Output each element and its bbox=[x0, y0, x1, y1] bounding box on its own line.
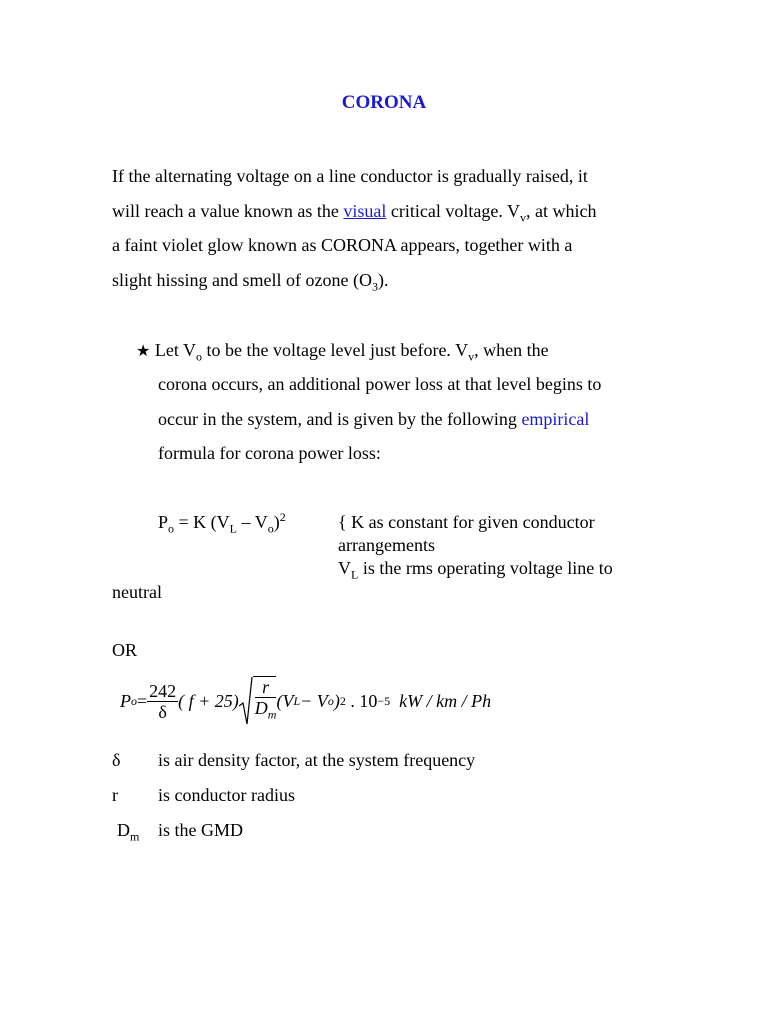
text: D bbox=[117, 820, 130, 840]
text: = K (V bbox=[174, 512, 230, 532]
bullet-line-1 bbox=[136, 338, 549, 364]
radical-sign-icon bbox=[239, 676, 253, 726]
def-symbol: δ bbox=[112, 750, 121, 770]
denominator: δ bbox=[158, 701, 167, 722]
visual-link[interactable]: visual bbox=[343, 201, 387, 221]
bullet-line-4: formula for corona power loss: bbox=[158, 443, 381, 463]
radicand bbox=[253, 676, 277, 726]
para-line-1: If the alternating voltage on a line conductor is gradually raised, it bbox=[112, 166, 588, 186]
definition-row bbox=[117, 818, 243, 842]
formula-note-4: neutral bbox=[112, 582, 162, 602]
definition-row bbox=[112, 748, 475, 772]
text: is the rms operating voltage line to bbox=[358, 558, 613, 578]
subscript: o bbox=[168, 521, 175, 536]
def-symbol: r bbox=[112, 785, 118, 805]
superscript: 2 bbox=[279, 510, 286, 524]
or-label: OR bbox=[112, 640, 138, 660]
page-title: CORONA bbox=[341, 92, 427, 113]
subscript: L bbox=[351, 567, 359, 582]
subscript: m bbox=[267, 707, 277, 722]
star-icon: ★ bbox=[136, 343, 151, 360]
def-text: is air density factor, at the system frequency bbox=[158, 750, 476, 770]
text: , at which bbox=[526, 201, 597, 221]
text: critical voltage. V bbox=[386, 201, 521, 221]
fraction bbox=[147, 681, 178, 722]
empirical-term: empirical bbox=[521, 409, 590, 429]
text: ) bbox=[333, 690, 340, 711]
subscript: m bbox=[130, 829, 140, 844]
formula-note-2: arrangements bbox=[338, 535, 435, 555]
formula-note-3 bbox=[338, 557, 613, 582]
text: , when the bbox=[474, 340, 549, 360]
text: to be the voltage level just before. V bbox=[202, 340, 469, 360]
text: ). bbox=[377, 270, 389, 290]
symbol-p: P bbox=[120, 690, 131, 711]
denominator bbox=[254, 698, 277, 722]
def-symbol bbox=[117, 818, 158, 842]
formula-note-1: { K as constant for given conductor bbox=[338, 512, 595, 532]
peek-formula: P o = $\frac{242}{\delta}$ ( f + 25) $\frac{r}{D_m}$ (V L − V o ) 2 . 10 −5 kW / km / Ph bbox=[120, 676, 491, 726]
subscript: o bbox=[267, 521, 274, 536]
frequency-term: ( f + 25) bbox=[178, 690, 239, 711]
def-text: is the GMD bbox=[158, 820, 243, 840]
text: D bbox=[254, 698, 268, 718]
subscript: v bbox=[520, 210, 527, 225]
subscript: v bbox=[468, 349, 475, 364]
power-loss-formula bbox=[158, 510, 286, 534]
equals: = bbox=[137, 690, 148, 711]
unit: kW / km / Ph bbox=[390, 690, 492, 711]
text: – V bbox=[237, 512, 268, 532]
text: will reach a value known as the bbox=[112, 201, 344, 221]
bullet-line-2: corona occurs, an additional power loss at that level begins to bbox=[158, 374, 602, 394]
text: P bbox=[158, 512, 169, 532]
para-line-2 bbox=[112, 199, 597, 223]
para-line-4 bbox=[112, 268, 388, 292]
definition-row bbox=[112, 783, 295, 807]
subscript: 3 bbox=[371, 279, 378, 294]
def-text: is conductor radius bbox=[158, 785, 295, 805]
subscript: o bbox=[196, 349, 203, 364]
subscript: L bbox=[229, 521, 238, 536]
text: slight hissing and smell of ozone (O bbox=[112, 270, 372, 290]
numerator: 242 bbox=[149, 680, 177, 701]
text: ) bbox=[273, 512, 280, 532]
numerator: r bbox=[255, 677, 277, 698]
para-line-3: a faint violet glow known as CORONA appears, together with a bbox=[112, 235, 573, 255]
text: Let V bbox=[154, 340, 197, 360]
square-root bbox=[239, 676, 277, 726]
radius-fraction bbox=[254, 677, 277, 722]
text: occur in the system, and is given by the following bbox=[158, 409, 522, 429]
bullet-line-3 bbox=[158, 407, 589, 431]
text: (V bbox=[276, 690, 294, 711]
text: − V bbox=[300, 690, 328, 711]
text: V bbox=[338, 558, 351, 578]
multiplier: . 10 bbox=[345, 690, 378, 711]
